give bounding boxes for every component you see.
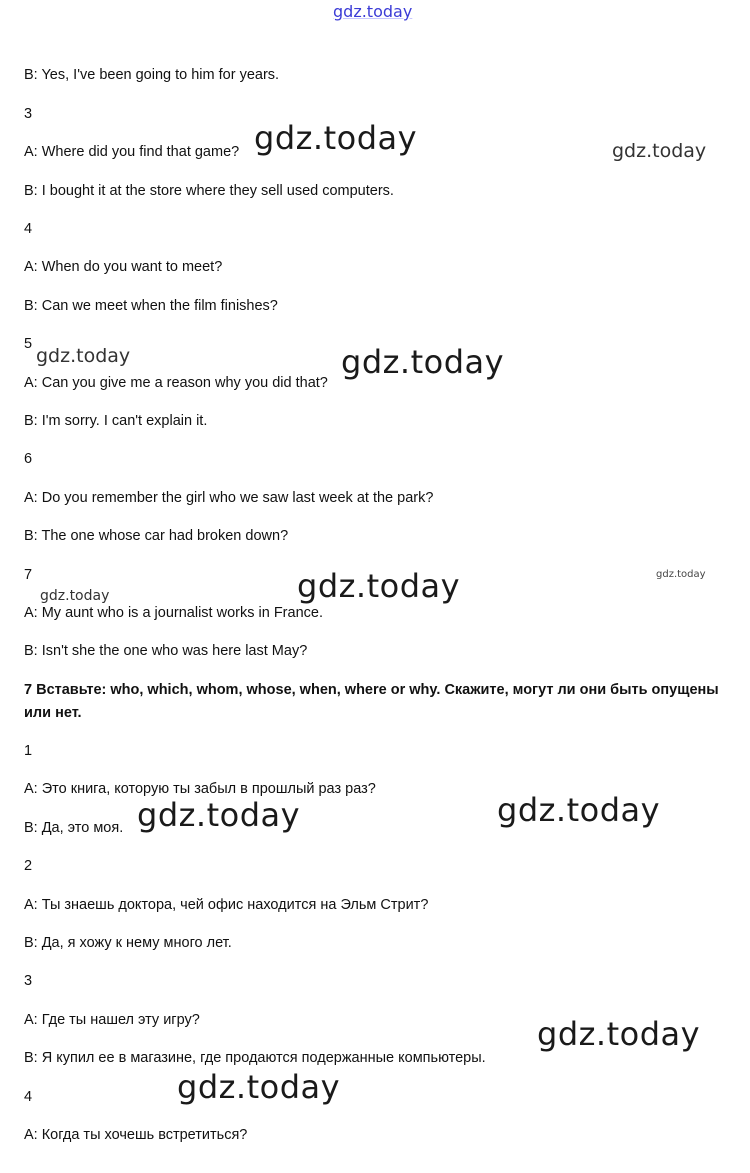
dialogue-line: B: I'm sorry. I can't explain it. bbox=[24, 413, 208, 429]
dialogue-line: B: Isn't she the one who was here last May? bbox=[24, 643, 308, 659]
dialogue-line: B: Я купил ее в магазине, где продаются подержанные компьютеры. bbox=[24, 1050, 486, 1066]
item-number: 4 bbox=[24, 1089, 33, 1105]
exercise-heading: 7 Вставьте: who, which, whom, whose, when, where or why. Скажите, могут ли они быть опущены или нет. bbox=[24, 682, 719, 721]
item-number: 7 bbox=[24, 567, 33, 583]
watermark: gdz.today bbox=[341, 343, 505, 381]
dialogue-line: B: Can we meet when the film finishes? bbox=[24, 298, 278, 314]
item-number: 2 bbox=[24, 858, 33, 874]
watermark: gdz.today bbox=[137, 796, 301, 834]
item-number: 5 bbox=[24, 336, 33, 352]
item-number: 3 bbox=[24, 106, 33, 122]
dialogue-line: A: My aunt who is a journalist works in France. bbox=[24, 605, 323, 621]
watermark: gdz.today bbox=[297, 567, 461, 605]
dialogue-line: A: Когда ты хочешь встретиться? bbox=[24, 1127, 248, 1143]
dialogue-line: B: Yes, I've been going to him for years. bbox=[24, 67, 280, 83]
watermark: gdz.today bbox=[497, 791, 661, 829]
watermark: gdz.today bbox=[40, 588, 110, 604]
item-number: 4 bbox=[24, 221, 33, 237]
item-number: 1 bbox=[24, 743, 33, 759]
dialogue-line: B: The one whose car had broken down? bbox=[24, 528, 289, 544]
dialogue-line: A: Это книга, которую ты забыл в прошлый раз раз? bbox=[24, 781, 376, 797]
watermark: gdz.today bbox=[537, 1015, 701, 1053]
dialogue-line: A: Где ты нашел эту игру? bbox=[24, 1012, 200, 1028]
dialogue-line: A: Ты знаешь доктора, чей офис находится на Эльм Стрит? bbox=[24, 897, 429, 913]
dialogue-line: A: Where did you find that game? bbox=[24, 144, 240, 160]
watermark: gdz.today bbox=[612, 140, 707, 162]
dialogue-line: A: Can you give me a reason why you did that? bbox=[24, 375, 328, 391]
watermark: gdz.today bbox=[177, 1068, 341, 1106]
watermark: gdz.today bbox=[254, 119, 418, 157]
dialogue-line: B: I bought it at the store where they sell used computers. bbox=[24, 183, 394, 199]
item-number: 6 bbox=[24, 451, 33, 467]
dialogue-line: B: Да, я хожу к нему много лет. bbox=[24, 935, 232, 951]
watermark-top[interactable]: gdz.today bbox=[333, 2, 413, 21]
dialogue-line: A: When do you want to meet? bbox=[24, 259, 223, 275]
dialogue-line: B: Да, это моя. bbox=[24, 820, 124, 836]
item-number: 3 bbox=[24, 973, 33, 989]
watermark: gdz.today bbox=[36, 345, 131, 367]
watermark: gdz.today bbox=[656, 569, 706, 580]
dialogue-line: A: Do you remember the girl who we saw last week at the park? bbox=[24, 490, 434, 506]
